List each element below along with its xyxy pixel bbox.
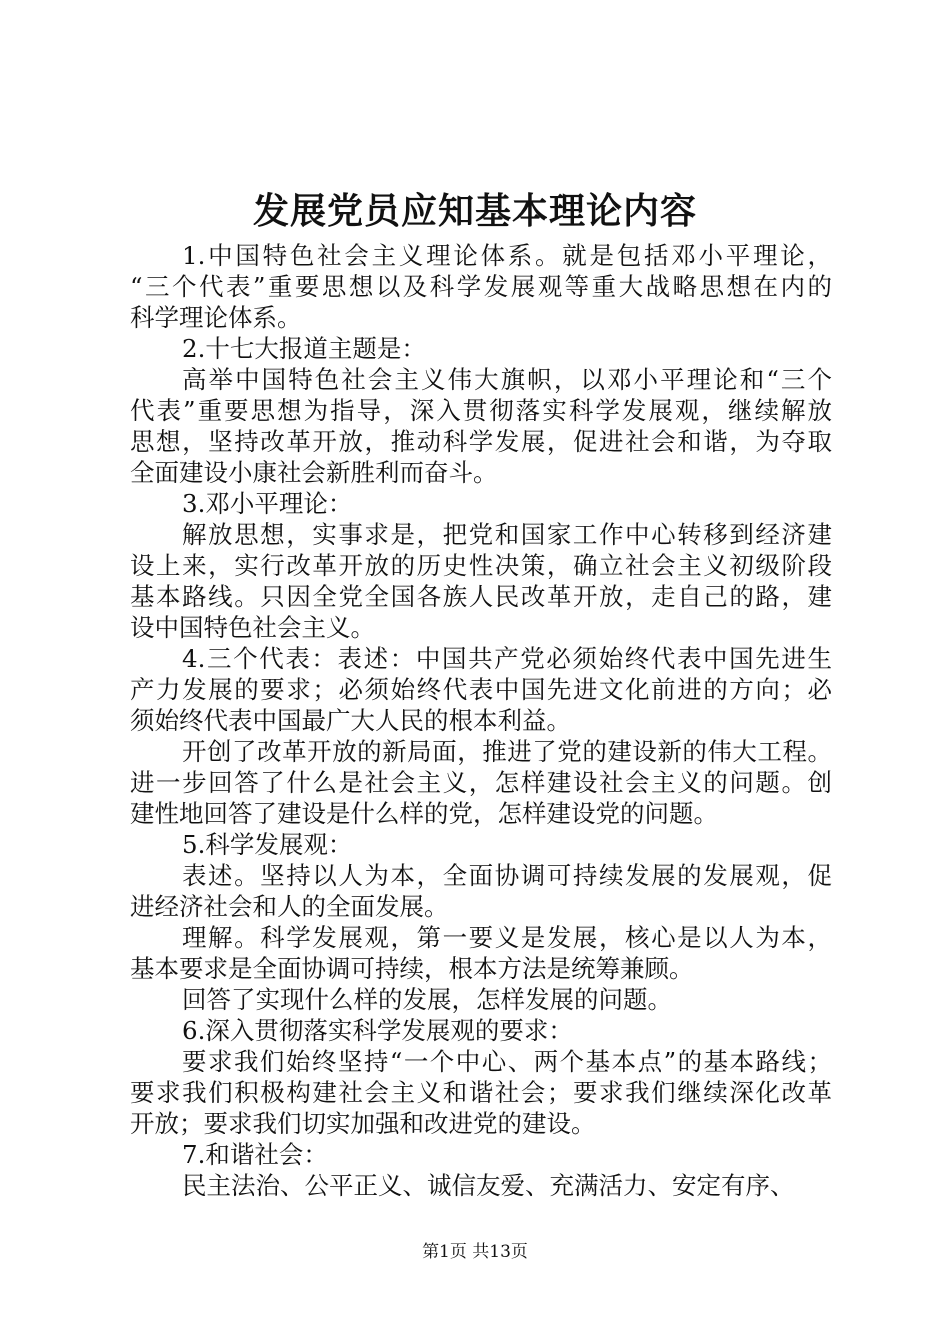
text-line: 要求我们始终坚持“一个中心、两个基本点”的基本路线； <box>182 1047 832 1076</box>
text-line: 全面建设小康社会新胜利而奋斗。 <box>130 458 498 487</box>
page-number: 第1页 共13页 <box>422 1242 528 1262</box>
text-line: 进一步回答了什么是社会主义，怎样建设社会主义的问题。创 <box>130 768 832 797</box>
text-line: “三个代表”重要思想以及科学发展观等重大战略思想在内的 <box>130 272 832 301</box>
text-line: 开放；要求我们切实加强和改进党的建设。 <box>130 1109 596 1138</box>
text-line: 设上来，实行改革开放的历史性决策，确立社会主义初级阶段 <box>130 551 832 580</box>
text-line: 7.和谐社会： <box>182 1140 328 1169</box>
text-line: 回答了实现什么样的发展，怎样发展的问题。 <box>182 985 672 1014</box>
text-line: 开创了改革开放的新局面，推进了党的建设新的伟大工程。 <box>182 737 832 766</box>
text-line: 民主法治、公平正义、诚信友爱、充满活力、安定有序、 <box>182 1171 795 1200</box>
text-line: 基本路线。只因全党全国各族人民改革开放，走自己的路，建 <box>130 582 832 611</box>
text-line: 理解。科学发展观，第一要义是发展，核心是以人为本， <box>182 923 832 952</box>
text-line: 进经济社会和人的全面发展。 <box>130 892 449 921</box>
text-line: 基本要求是全面协调可持续，根本方法是统筹兼顾。 <box>130 954 694 983</box>
text-line: 科学理论体系。 <box>130 303 302 332</box>
text-line: 表述。坚持以人为本，全面协调可持续发展的发展观，促 <box>182 861 832 890</box>
text-line: 6.深入贯彻落实科学发展观的要求： <box>182 1016 573 1045</box>
text-line: 1.中国特色社会主义理论体系。就是包括邓小平理论， <box>182 241 832 270</box>
text-line: 要求我们积极构建社会主义和谐社会；要求我们继续深化改革 <box>130 1078 832 1107</box>
text-line: 须始终代表中国最广大人民的根本利益。 <box>130 706 571 735</box>
text-line: 3.邓小平理论： <box>182 489 353 518</box>
text-line: 5.科学发展观： <box>182 830 353 859</box>
document-body <box>130 240 832 1201</box>
text-line: 2.十七大报道主题是： <box>182 334 426 363</box>
text-line: 代表”重要思想为指导，深入贯彻落实科学发展观，继续解放 <box>130 396 832 425</box>
document-title: 发展党员应知基本理论内容 <box>252 190 697 232</box>
text-line: 产力发展的要求；必须始终代表中国先进文化前进的方向；必 <box>130 675 832 704</box>
text-line: 建性地回答了建设是什么样的党，怎样建设党的问题。 <box>130 799 718 828</box>
text-line: 思想，坚持改革开放，推动科学发展，促进社会和谐，为夺取 <box>130 427 832 456</box>
text-line: 解放思想，实事求是，把党和国家工作中心转移到经济建 <box>182 520 832 549</box>
text-line: 4.三个代表：表述：中国共产党必须始终代表中国先进生 <box>182 644 832 673</box>
text-line: 高举中国特色社会主义伟大旗帜，以邓小平理论和“三个 <box>182 365 832 394</box>
text-line: 设中国特色社会主义。 <box>130 613 375 642</box>
